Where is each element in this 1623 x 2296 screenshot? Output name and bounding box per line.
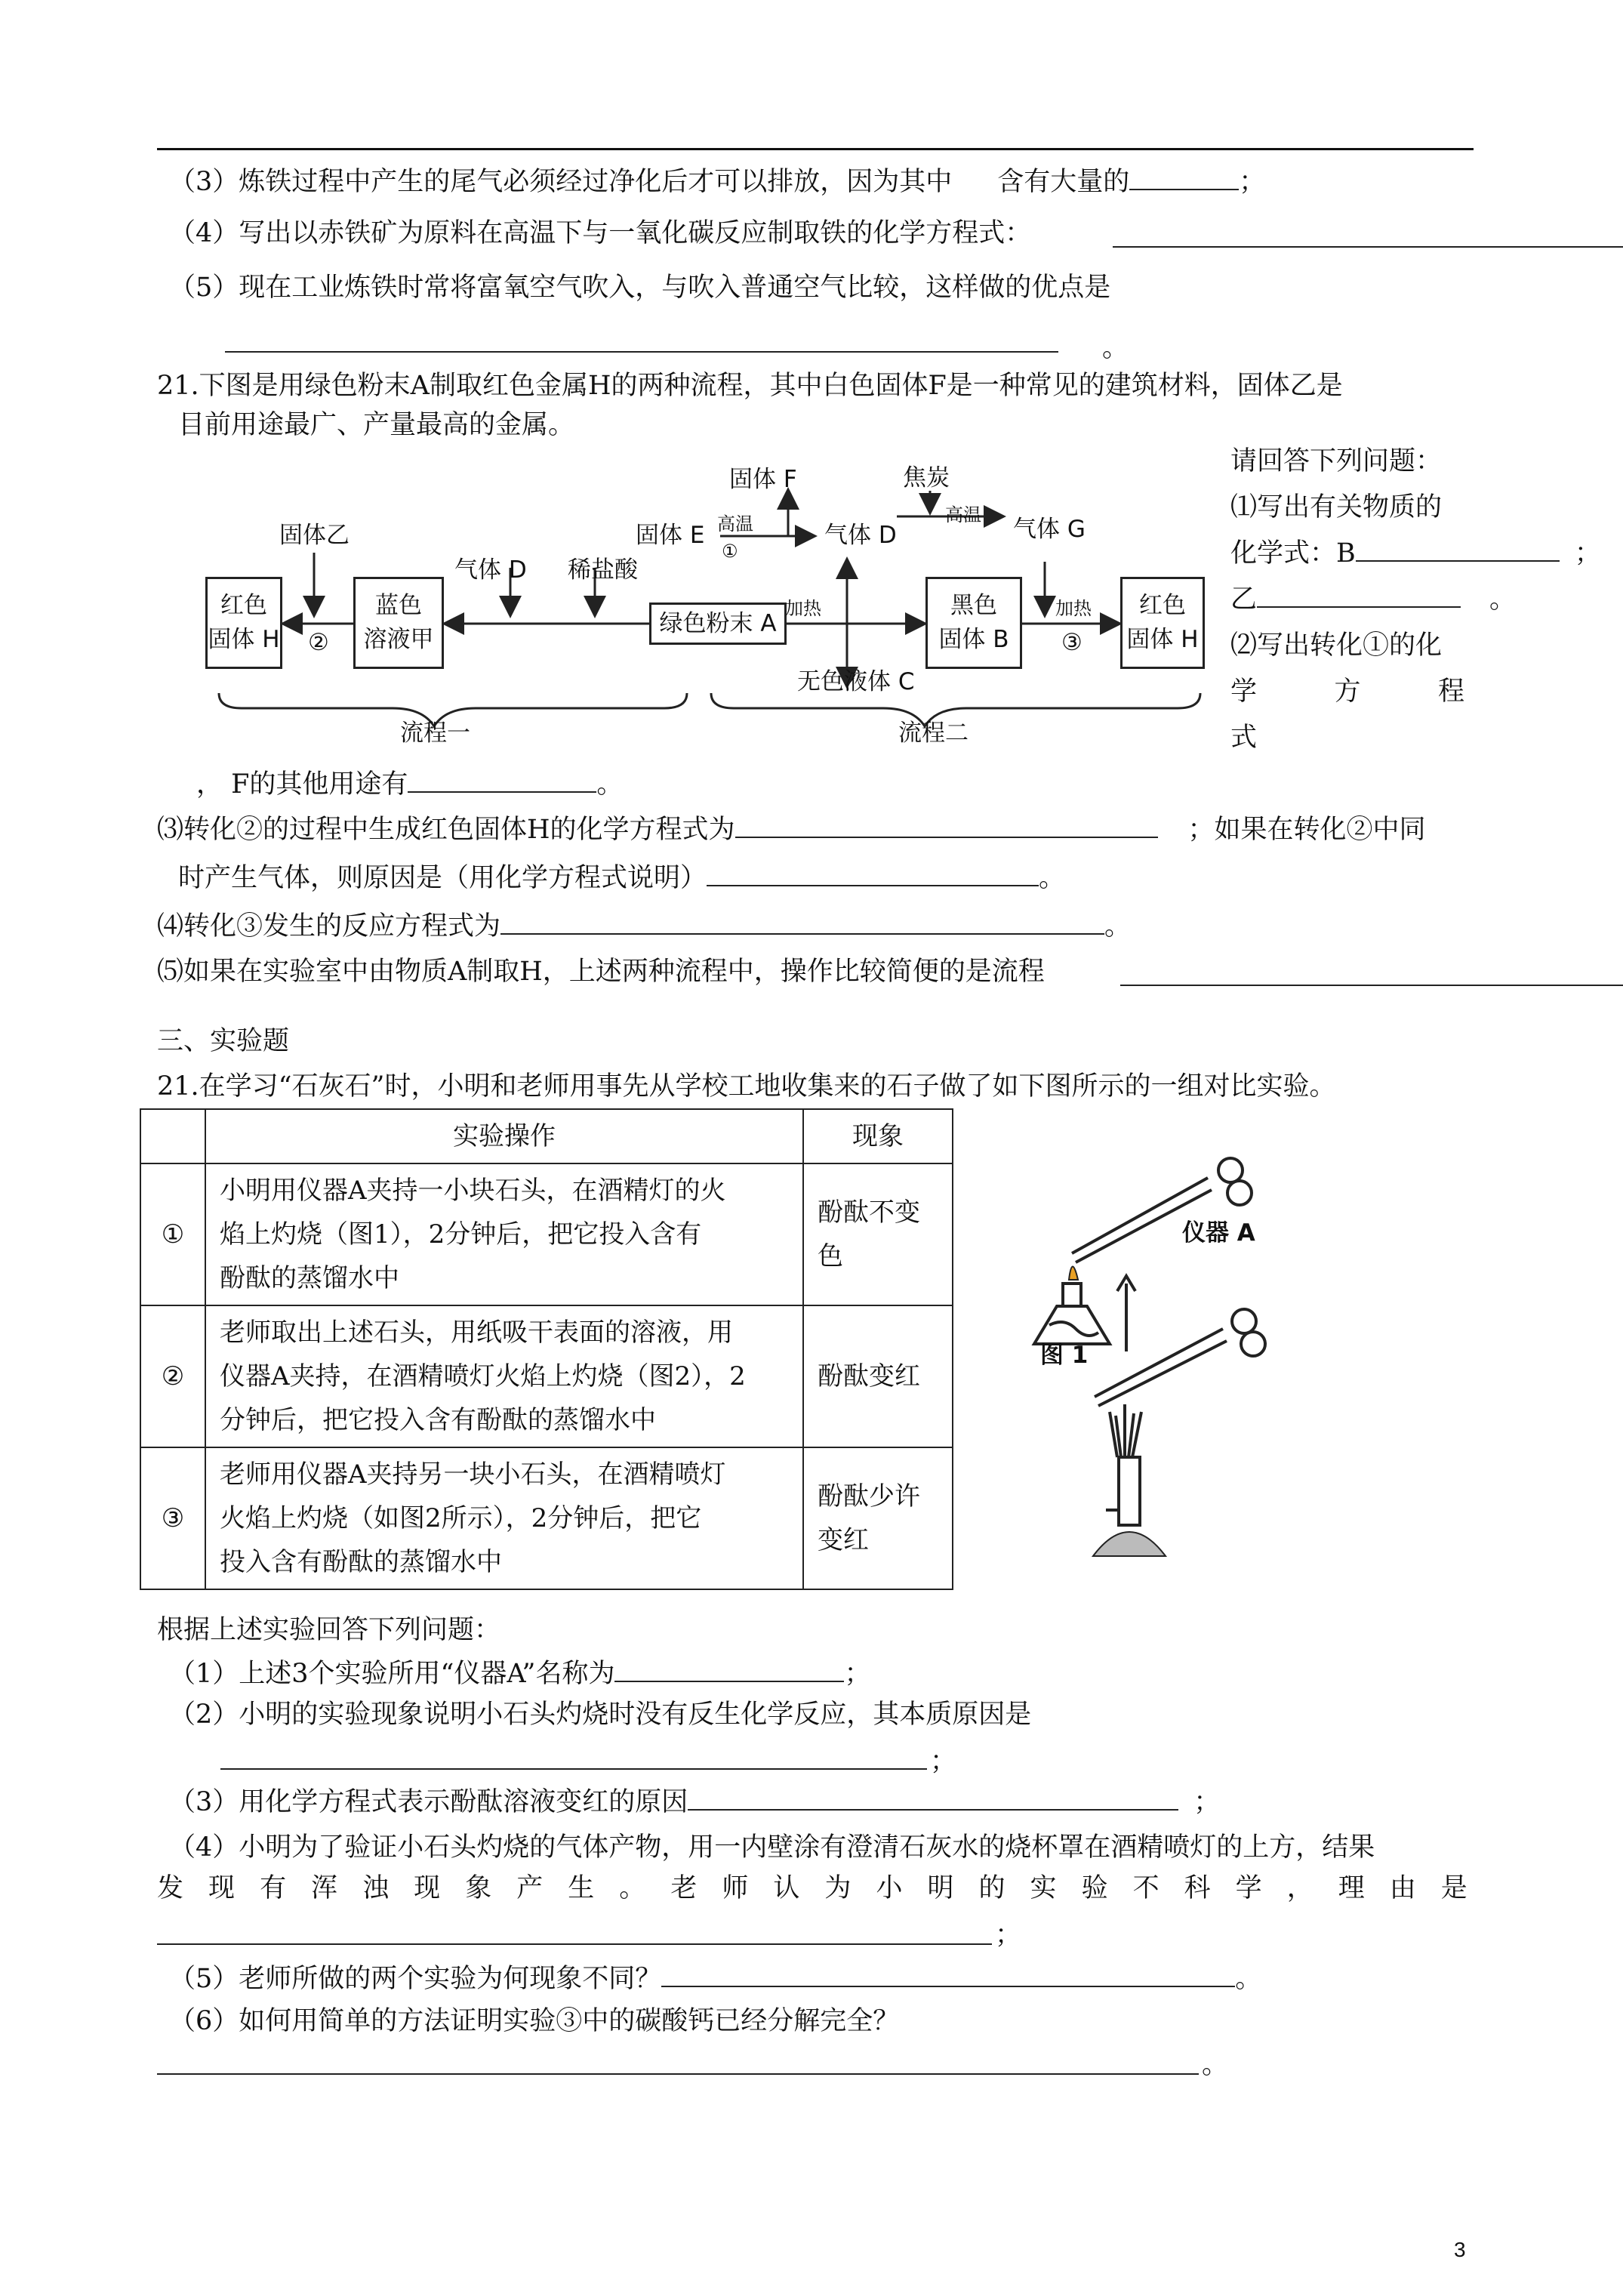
row-number: ① (140, 1163, 205, 1305)
question-4: （4）小明为了验证小石头灼烧的气体产物，用一内壁涂有澄清石灰水的烧杯罩在酒精喷灯的上方，结果 (169, 1832, 1375, 1863)
label-solid-yi: 固体乙 (279, 522, 350, 549)
q21-intro-line2: 目前用途最广、产量最高的金属。 (178, 410, 575, 440)
question-3: （3）用化学方程式表示酚酞溶液变红的原因 ； (169, 1787, 1221, 1817)
q21-part5: ⑸如果在实验室中由物质A制取H，上述两种流程中，操作比较简便的是流程 (157, 957, 1045, 987)
experiment-table (140, 1108, 953, 1590)
label-flow2: 流程二 (898, 720, 969, 747)
label-gas-d-mid: 气体 D (824, 522, 897, 549)
row-operation: 老师用仪器A夹持另一块小石头，在酒精喷灯 火焰上灼烧（如图2所示），2分钟后，把它 投入含有酚酞的蒸馏水中 (205, 1447, 803, 1589)
box-green-powder: 绿色粉末 A (649, 603, 787, 645)
table-header-cell (140, 1109, 205, 1163)
answer-line (157, 2073, 1199, 2075)
section3-intro: 21.在学习“石灰石”时，小明和老师用事先从学校工地收集来的石子做了如下图所示的一组对比实验。 (157, 1071, 1336, 1102)
box-black-solid-b: 黑色 固体 B (925, 577, 1022, 669)
section-title: 三、实验题 (157, 1026, 290, 1056)
question-4-cont: 发 现 有 浑 浊 现 象 产 生 。 老 师 认 为 小 明 的 实 验 不 科 学 ， 理 由 是 (157, 1873, 1467, 1903)
questions-intro: 根据上述实验回答下列问题： (157, 1615, 501, 1645)
label-fig1: 图 1 (1040, 1342, 1089, 1369)
page-number: 3 (1454, 2238, 1466, 2261)
table-row (140, 1163, 953, 1305)
side-q1b: 化学式：B ； (1230, 538, 1601, 569)
side-q1c: 乙 。 (1230, 584, 1517, 615)
table-header-row (140, 1109, 953, 1163)
answer-line (220, 1768, 927, 1770)
row-phenomenon: 酚酞不变 色 (803, 1163, 953, 1305)
q21-part3: ⑶转化②的过程中生成红色固体H的化学方程式为 ；如果在转化②中同 (157, 815, 1426, 845)
label-solid-f: 固体 F (729, 466, 797, 493)
box-blue-solution: 蓝色 溶液甲 (353, 577, 444, 669)
question-5: （5）老师所做的两个实验为何现象不同？ 。 (169, 1964, 1262, 1994)
table-header-cell: 现象 (803, 1109, 953, 1163)
table-header-cell: 实验操作 (205, 1109, 803, 1163)
question-2: （2）小明的实验现象说明小石头灼烧时没有反生化学反应，其本质原因是 (169, 1700, 1032, 1730)
row-operation: 小明用仪器A夹持一小块石头，在酒精灯的火 焰上灼烧（图1），2分钟后，把它投入含有 酚酞的蒸馏水中 (205, 1163, 803, 1305)
side-title: 请回答下列问题： (1230, 446, 1443, 476)
label-gas-g: 气体 G (1013, 516, 1086, 543)
q20-part5: （5）现在工业炼铁时常将富氧空气吹入，与吹入普通空气比较，这样做的优点是 (169, 273, 1111, 303)
box-red-solid-h-left: 红色 固体 H (205, 577, 282, 669)
q21-part3-cont: 时产生气体，则原因是（用化学方程式说明） 。 (178, 863, 1066, 893)
row-phenomenon: 酚酞少许 变红 (803, 1447, 953, 1589)
label-instrument-a: 仪器 A (1182, 1219, 1255, 1247)
row-number: ② (140, 1305, 205, 1447)
label-solid-e: 固体 E (636, 522, 705, 549)
label-liquid-c: 无色液体 C (797, 668, 915, 695)
label-coke: 焦炭 (903, 464, 950, 492)
label-flow1: 流程一 (400, 720, 470, 747)
row-phenomenon: 酚酞变红 (803, 1305, 953, 1447)
q20-part3: （3）炼铁过程中产生的尾气必须经过净化后才可以排放，因为其中 含有大量的 ； (169, 167, 1266, 197)
q20-part4: （4）写出以赤铁矿为原料在高温下与一氧化碳反应制取铁的化学方程式： (169, 218, 1032, 248)
side-q2b: 学 方 程 (1230, 676, 1464, 707)
q21-part4: ⑷转化③发生的反应方程式为 。 (157, 911, 1132, 942)
box-red-solid-h-right: 红色 固体 H (1120, 577, 1205, 669)
table-row (140, 1305, 953, 1447)
row-number: ③ (140, 1447, 205, 1589)
row-operation: 老师取出上述石头，用纸吸干表面的溶液，用 仪器A夹持，在酒精喷灯火焰上灼烧（图2），2 分钟后，把它投入含有酚酞的蒸馏水中 (205, 1305, 803, 1447)
q21-intro-line1: 21.下图是用绿色粉末A制取红色金属H的两种流程，其中白色固体F是一种常见的建筑材料，固体乙是 (157, 371, 1343, 401)
table-row (140, 1447, 953, 1589)
question-1: （1）上述3个实验所用“仪器A”名称为 ； (169, 1659, 871, 1689)
answer-line (1120, 985, 1623, 986)
label-gas-d-left: 气体 D (454, 556, 527, 584)
label-hcl: 稀盐酸 (568, 556, 638, 584)
q21-f-use: ， F的其他用途有 。 (196, 769, 624, 800)
answer-line (157, 1943, 992, 1945)
question-6: （6）如何用简单的方法证明实验③中的碳酸钙已经分解完全？ (169, 2006, 900, 2036)
